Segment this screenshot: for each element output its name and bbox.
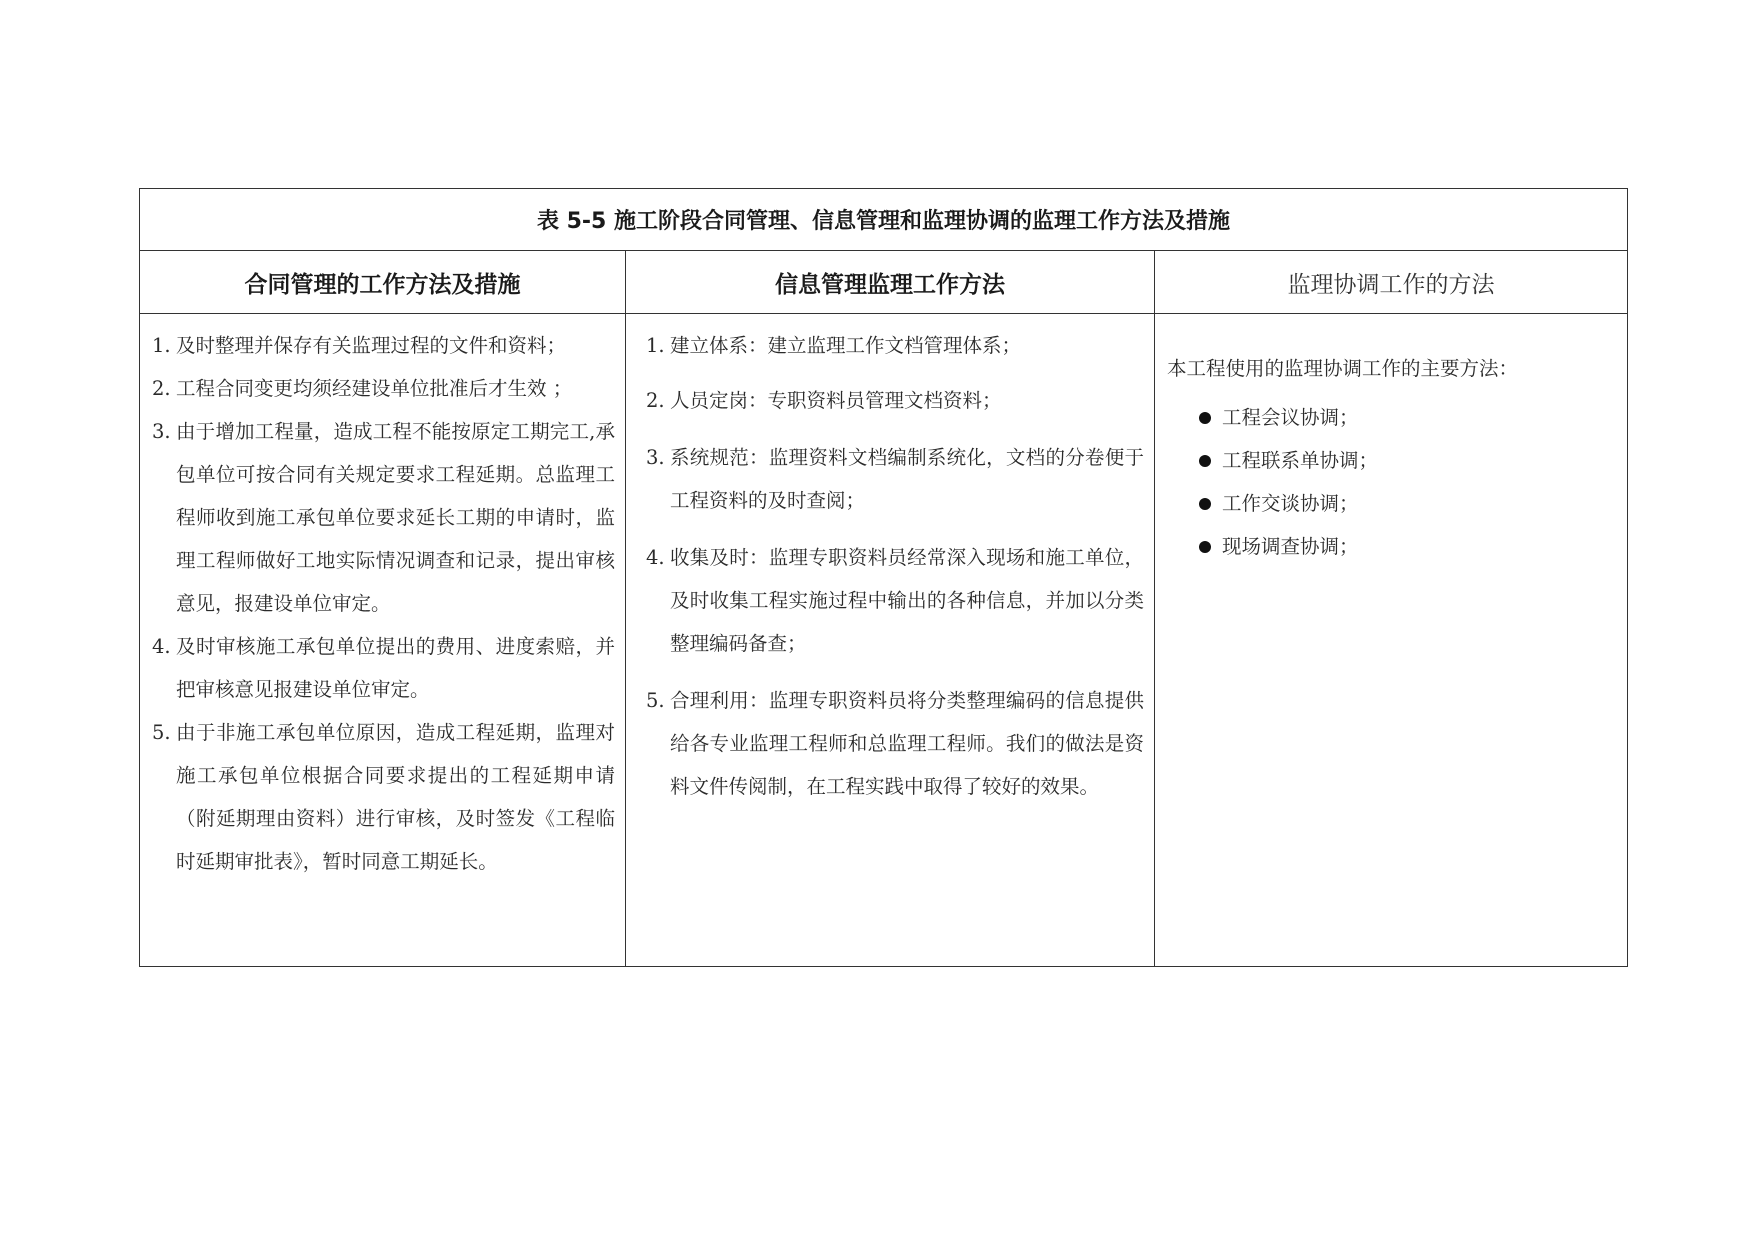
item-text: 及时审核施工承包单位提出的费用、进度索赔，并把审核意见报建设单位审定。: [176, 635, 615, 701]
coordination-content: [1155, 314, 1627, 568]
body-row: [140, 314, 1628, 967]
bullet-item: [1199, 525, 1617, 568]
bullet-item: [1199, 396, 1617, 439]
list-item: [646, 679, 1144, 808]
item-number: 5.: [152, 721, 171, 744]
bullet-item: [1199, 439, 1617, 482]
item-text: 工程合同变更均须经建设单位批准后才生效 ；: [176, 377, 573, 400]
list-item: [152, 324, 615, 367]
list-item: [646, 379, 1144, 422]
item-text: 收集及时：监理专职资料员经常深入现场和施工单位，及时收集工程实施过程中输出的各种信息，并加以分类整理编码备查；: [670, 546, 1144, 655]
list-item: [152, 711, 615, 883]
coordination-bullets: [1167, 396, 1617, 568]
information-list: [626, 314, 1154, 808]
coordination-intro: 本工程使用的监理协调工作的主要方法：: [1167, 357, 1519, 380]
list-item: [152, 410, 615, 625]
item-number: 1.: [646, 334, 665, 357]
item-text: 及时整理并保存有关监理过程的文件和资料；: [176, 334, 567, 357]
item-number: 5.: [646, 689, 665, 712]
list-item: [646, 536, 1144, 665]
list-item: [646, 436, 1144, 522]
title-row: [140, 189, 1628, 251]
item-text: 人员定岗：专职资料员管理文档资料；: [670, 389, 1002, 412]
bullet-icon: [1199, 541, 1211, 553]
information-cell: [626, 314, 1155, 967]
list-item: [646, 324, 1144, 367]
bullet-icon: [1199, 498, 1211, 510]
header-coordination: 监理协调工作的方法: [1155, 251, 1628, 314]
bullet-text: 现场调查协调；: [1222, 535, 1359, 558]
table-title: 表 5-5 施工阶段合同管理、信息管理和监理协调的监理工作方法及措施: [140, 189, 1628, 251]
item-text: 由于非施工承包单位原因，造成工程延期，监理对施工承包单位根据合同要求提出的工程延期申请（附延期理由资料）进行审核，及时签发《工程临时延期审批表》，暂时同意工期延长。: [176, 721, 615, 873]
item-number: 2.: [152, 377, 171, 400]
bullet-text: 工作交谈协调；: [1222, 492, 1359, 515]
item-text: 建立体系：建立监理工作文档管理体系；: [670, 334, 1022, 357]
list-item: [152, 625, 615, 711]
contract-list: [140, 314, 625, 883]
item-number: 1.: [152, 334, 171, 357]
header-row: [140, 251, 1628, 314]
header-contract: 合同管理的工作方法及措施: [140, 251, 626, 314]
bullet-text: 工程联系单协调；: [1222, 449, 1379, 472]
item-number: 3.: [646, 446, 665, 469]
bullet-text: 工程会议协调；: [1222, 406, 1359, 429]
bullet-icon: [1199, 412, 1211, 424]
methods-table: [139, 188, 1628, 967]
item-text: 由于增加工程量，造成工程不能按原定工期完工,承包单位可按合同有关规定要求工程延期。总监理工程师收到施工承包单位要求延长工期的申请时，监理工程师做好工地实际情况调查和记录，提出审核意见，报建设单位审定。: [176, 420, 615, 615]
item-number: 2.: [646, 389, 665, 412]
list-item: [152, 367, 615, 410]
item-number: 3.: [152, 420, 171, 443]
item-text: 合理利用：监理专职资料员将分类整理编码的信息提供给各专业监理工程师和总监理工程师。我们的做法是资料文件传阅制，在工程实践中取得了较好的效果。: [670, 689, 1144, 798]
item-number: 4.: [152, 635, 171, 658]
bullet-item: [1199, 482, 1617, 525]
contract-cell: [140, 314, 626, 967]
item-text: 系统规范：监理资料文档编制系统化，文档的分卷便于工程资料的及时查阅；: [670, 446, 1144, 512]
coordination-cell: [1155, 314, 1628, 967]
header-information: 信息管理监理工作方法: [626, 251, 1155, 314]
item-number: 4.: [646, 546, 665, 569]
bullet-icon: [1199, 455, 1211, 467]
